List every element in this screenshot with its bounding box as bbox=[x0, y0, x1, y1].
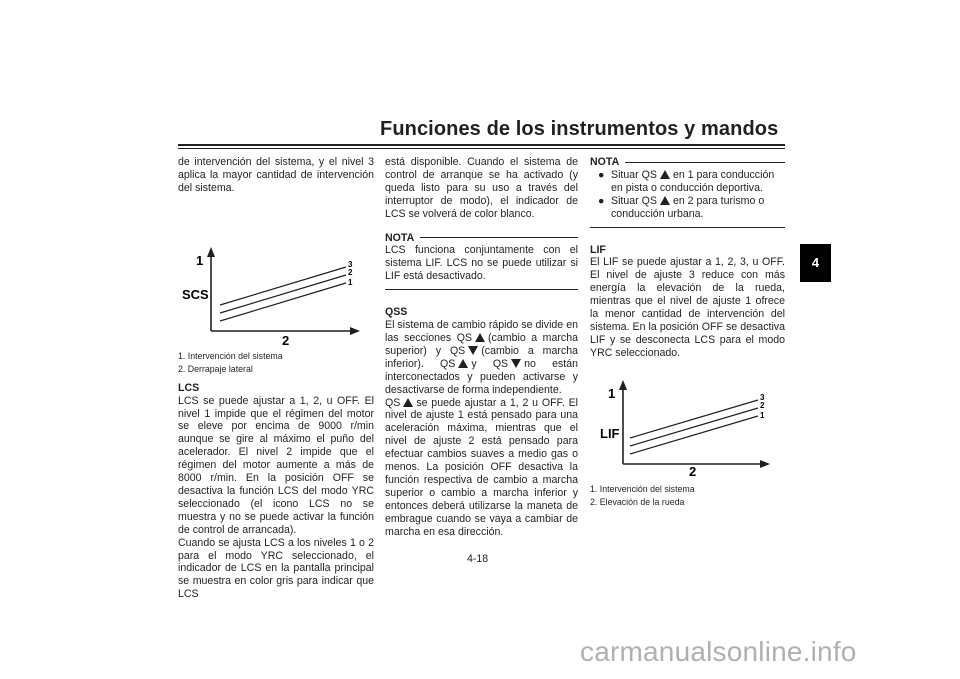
column-2 bbox=[385, 156, 578, 538]
lif-label-name: LIF bbox=[600, 425, 620, 441]
lif-diagram bbox=[590, 360, 785, 480]
header-rule bbox=[178, 144, 785, 146]
lif-label-2: 2 bbox=[689, 463, 697, 479]
bullet-icon: ● bbox=[598, 194, 605, 207]
qss-paragraph-2: QS se puede ajustar a 1, 2 u OFF. El nivel de ajuste 1 está pensado para una aceleración máxima, mientras que el nivel de ajuste 2 está pensado para efectuar cambios suaves a medio gas o menos. La posición OFF desactiva la función respectiva de cambio a marcha superior o cambio a marcha inferior y entonces deberá utilizarse la maneta de embrague cuando se vaya a cambiar de marcha en esa dirección. bbox=[385, 396, 578, 538]
shift-up-icon bbox=[458, 359, 468, 368]
caption-line: 2. Derrapaje lateral bbox=[178, 364, 253, 375]
scs-line-2 bbox=[220, 275, 346, 313]
caption-line: 1. Intervención del sistema bbox=[590, 483, 695, 494]
scs-line-label-1: 1 bbox=[348, 277, 353, 287]
shift-up-icon bbox=[660, 196, 670, 205]
lif-heading: LIF bbox=[590, 243, 606, 256]
lif-label-1: 1 bbox=[608, 385, 616, 401]
lif-line-label-1: 1 bbox=[760, 410, 765, 420]
nota-end-rule bbox=[590, 227, 785, 228]
lif-line-label-3: 3 bbox=[760, 392, 765, 402]
lif-x-arrow bbox=[760, 460, 770, 468]
lif-line-2 bbox=[630, 408, 758, 446]
nota-end-rule bbox=[385, 289, 578, 290]
qss-paragraph-1: El sistema de cambio rápido se divide en las secciones QS (cambio a marcha superior) y QS (cambio a marcha inferior). QS y QS no están interconectados y pueden activarse y desactivarse de forma independiente. bbox=[385, 319, 579, 396]
qss-heading: QSS bbox=[385, 306, 408, 319]
col1-intro: de intervención del sistema, y el nivel 3 aplica la mayor cantidad de intervención del sistema. bbox=[178, 156, 374, 194]
nota-label: NOTA bbox=[385, 231, 415, 244]
nota-text: LCS funciona conjuntamente con el sistema LIF. LCS no se puede utilizar si LIF está desactivado. bbox=[385, 244, 578, 283]
lcs-heading: LCS bbox=[178, 381, 200, 394]
lif-line-1 bbox=[630, 416, 758, 454]
page-number: 4-18 bbox=[467, 553, 489, 565]
caption-line: 2. Elevación de la rueda bbox=[590, 497, 685, 508]
scs-y-arrow bbox=[207, 247, 215, 257]
list-item: ● Situar QS en 2 para turismo o conducción urbana. bbox=[598, 194, 765, 220]
lcs-text: LCS se puede ajustar a 1, 2, u OFF. El nivel 1 impide que el régimen del motor se eleve por encima de 9000 r/min aunque se gire al máximo el puño del acelerador. El nivel 2 impide que el régimen del motor aumente a más de 8000 r/min. En la posición OFF se desactiva la función LCS del modo YRC seleccionado (el icono LCS no se muestra y no se puede activar la función de control de arrancada). bbox=[178, 394, 374, 536]
scs-line-1 bbox=[220, 283, 346, 321]
column-1 bbox=[178, 156, 374, 601]
shift-up-icon bbox=[660, 170, 670, 179]
lif-y-arrow bbox=[619, 380, 627, 390]
lcs-text-2: Cuando se ajusta LCS a los niveles 1 o 2 para el modo YRC seleccionado, el indicador de LCS en la pantalla principal se muestra en color gris para indicar que LCS bbox=[178, 536, 374, 601]
scs-diagram bbox=[178, 195, 374, 348]
shift-down-icon bbox=[468, 346, 478, 355]
column-3 bbox=[590, 156, 785, 510]
page-title: Funciones de los instrumentos y mandos bbox=[380, 118, 779, 140]
watermark: carmanualsonline.info bbox=[580, 636, 857, 667]
nota-label: NOTA bbox=[590, 156, 620, 168]
lif-caption bbox=[590, 483, 785, 510]
chapter-tab: 4 bbox=[800, 244, 831, 282]
scs-label-2: 2 bbox=[282, 332, 290, 348]
scs-label-name: SCS bbox=[182, 286, 209, 302]
scs-line-3 bbox=[220, 267, 346, 305]
list-item: ● Situar QS en 1 para conducción en pista o conducción deportiva. bbox=[598, 168, 775, 194]
scs-caption bbox=[178, 350, 374, 377]
scs-x-arrow bbox=[350, 327, 360, 335]
shift-up-icon bbox=[403, 398, 413, 407]
col2-intro: está disponible. Cuando el sistema de control de arranque se ha activado (y queda listo para su uso a través del interruptor de modo), el indicador de LCS se volverá de color blanco. bbox=[385, 156, 578, 220]
lif-line-3 bbox=[630, 400, 758, 438]
nota-header bbox=[590, 156, 785, 169]
shift-down-icon bbox=[511, 359, 521, 368]
nota-header bbox=[385, 232, 578, 245]
lif-text: El LIF se puede ajustar a 1, 2, 3, u OFF. El nivel de ajuste 3 reduce con más energía la elevación de la rueda, mientras que el nivel de ajuste 1 ofrece la menor cantidad de intervención del sistema. En la posición OFF se desactiva LIF y se desconecta LCS para el modo YRC seleccionado. bbox=[590, 256, 785, 359]
lif-line-label-2: 2 bbox=[760, 400, 765, 410]
shift-up-icon bbox=[475, 333, 485, 342]
caption-line: 1. Intervención del sistema bbox=[178, 350, 283, 361]
scs-line-label-3: 3 bbox=[348, 259, 353, 269]
bullet-icon: ● bbox=[598, 168, 605, 181]
header-rule-thin bbox=[178, 148, 785, 149]
scs-label-1: 1 bbox=[196, 252, 204, 268]
scs-line-label-2: 2 bbox=[348, 267, 353, 277]
